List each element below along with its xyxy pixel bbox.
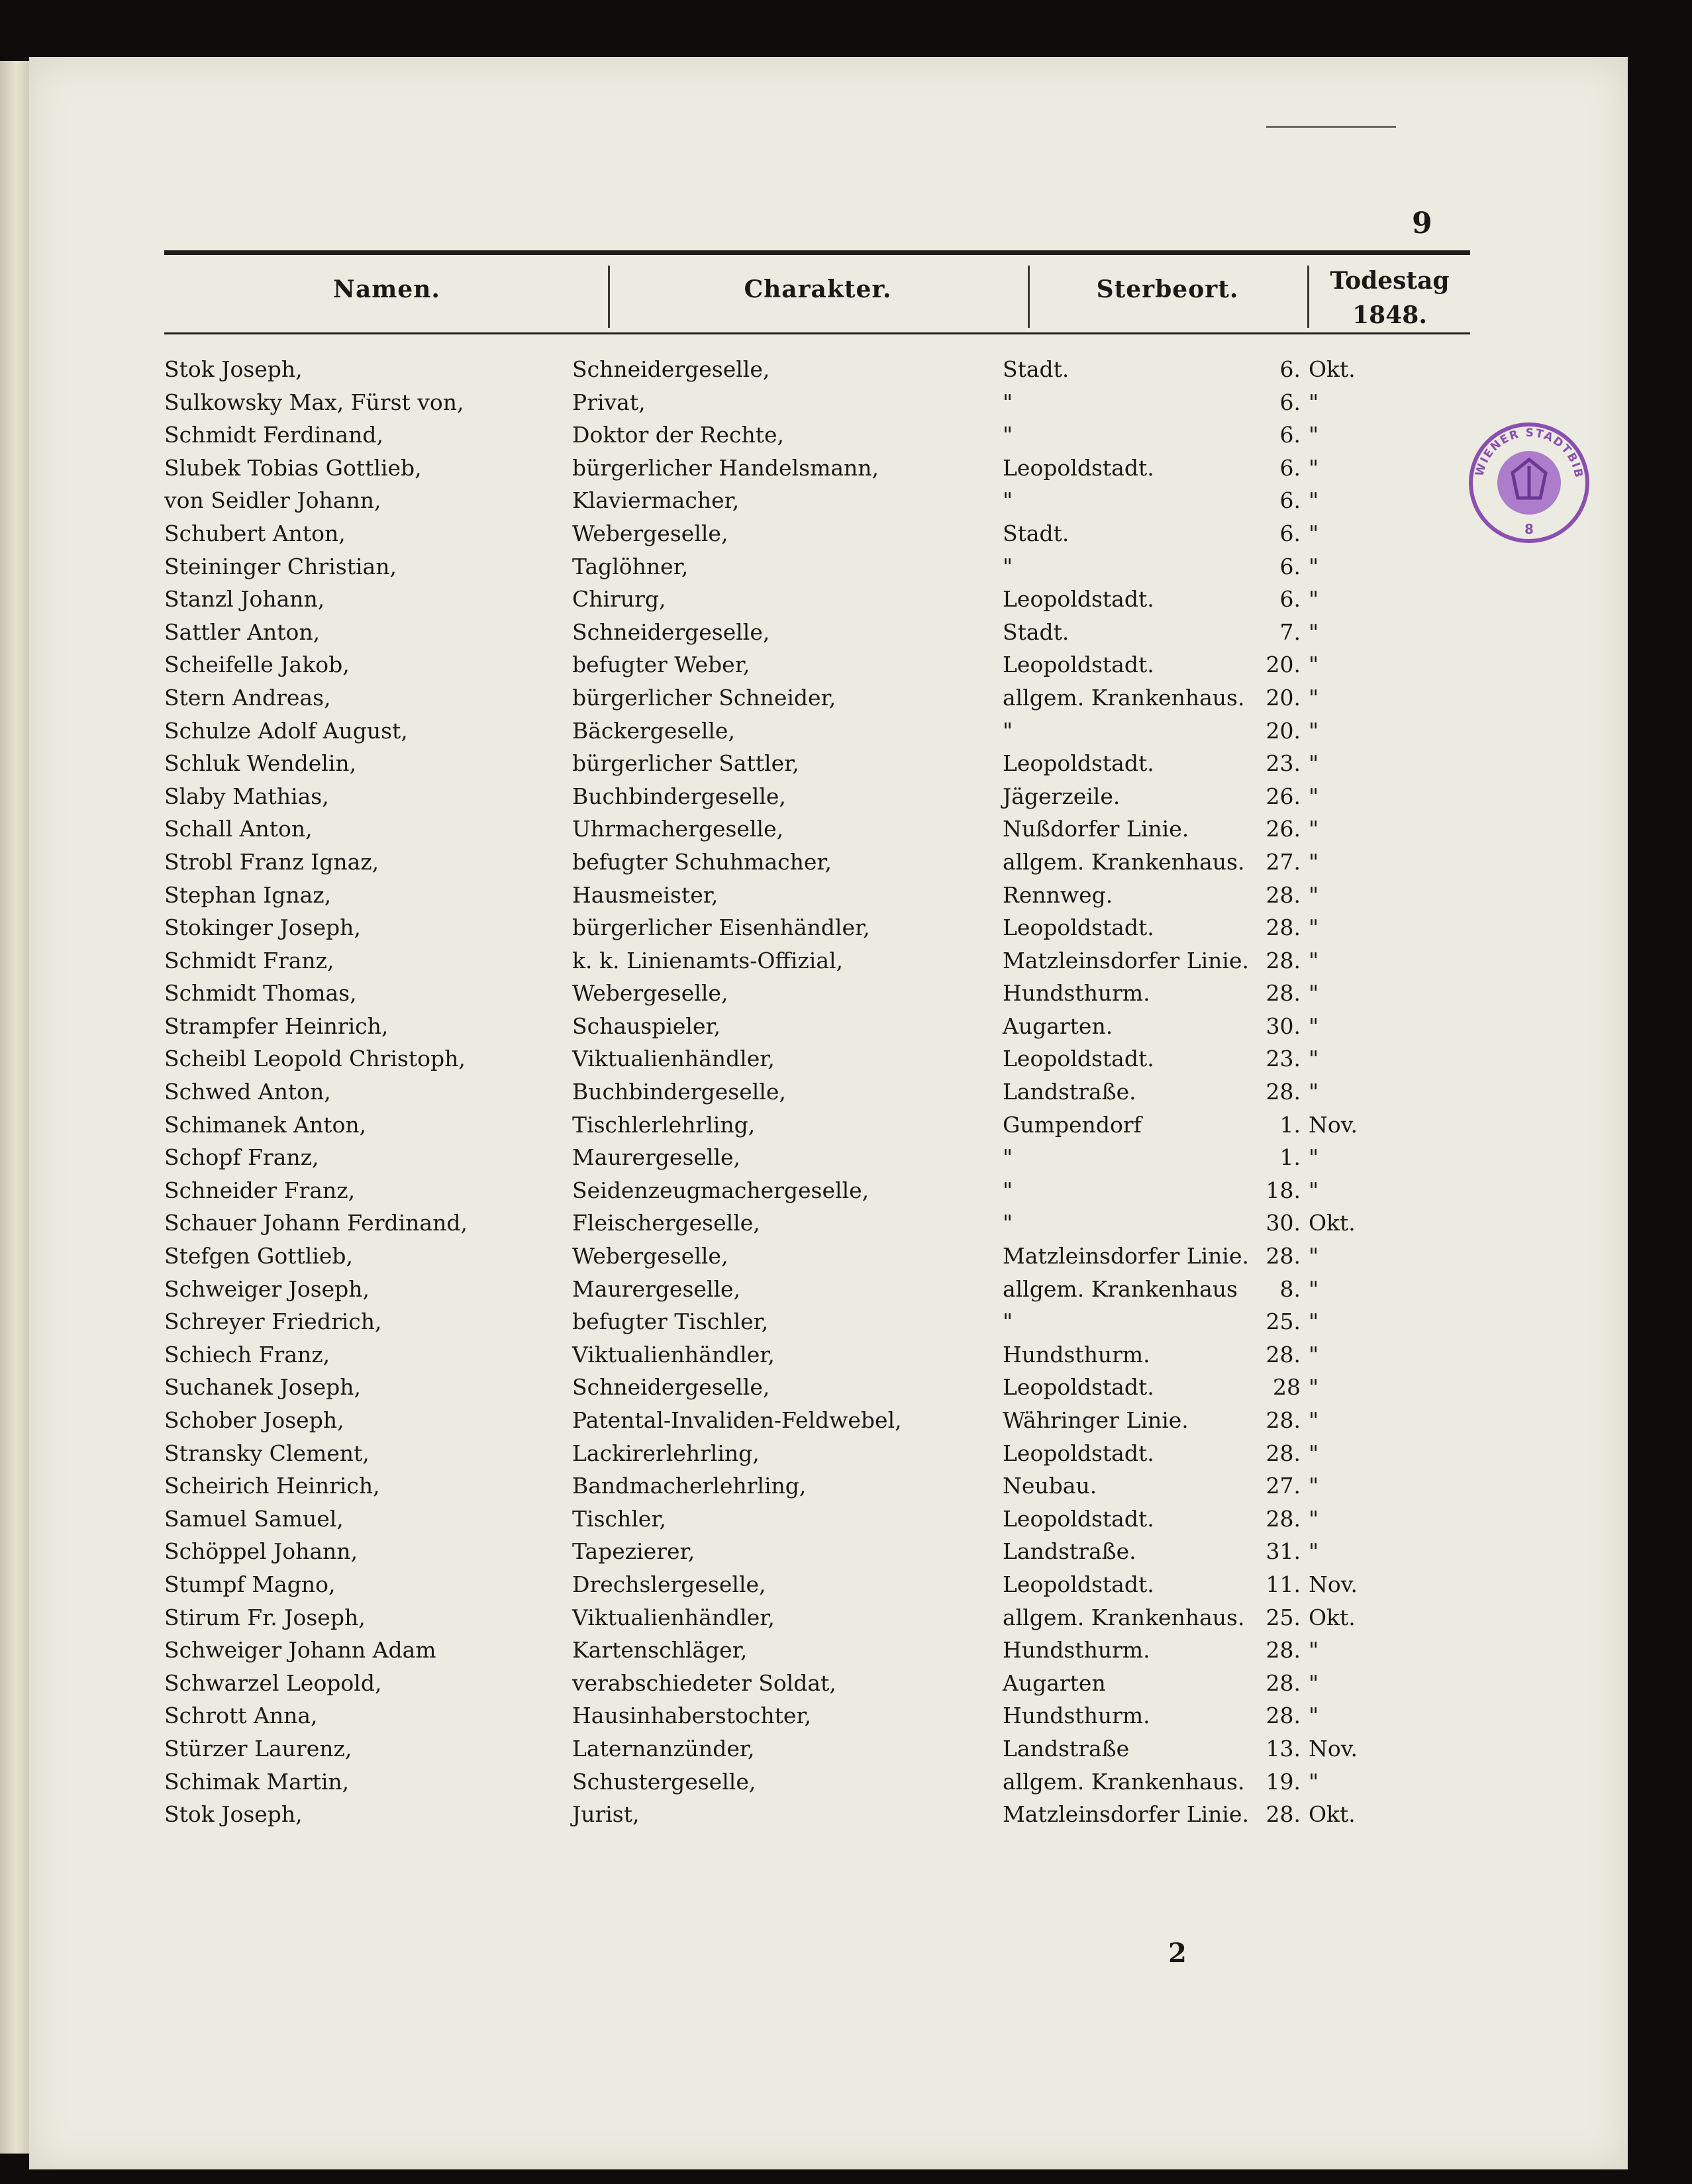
entry-name: Slaby Mathias,: [164, 783, 329, 809]
entry-death-day: 25.: [1266, 1309, 1301, 1335]
entry-character: Bäckergeselle,: [572, 717, 735, 744]
table-row: [29, 1469, 1628, 1502]
table-row: [29, 615, 1628, 648]
entry-place-of-death: Hundsthurm.: [1003, 1637, 1150, 1663]
entry-character: Schustergeselle,: [572, 1768, 756, 1795]
entry-death-day: 20.: [1266, 717, 1301, 744]
entry-name: Schmidt Ferdinand,: [164, 422, 383, 448]
entry-place-of-death: Landstraße.: [1003, 1079, 1136, 1105]
entry-name: Stumpf Magno,: [164, 1571, 336, 1597]
entry-death-day: 26.: [1266, 816, 1301, 842]
entry-name: Sulkowsky Max, Fürst von,: [164, 389, 464, 415]
table-row: [29, 1502, 1628, 1535]
table-row: [29, 1436, 1628, 1469]
entry-place-of-death: Rennweg.: [1003, 881, 1113, 908]
entry-character: Doktor der Rechte,: [572, 422, 785, 448]
entry-death-month: ": [1309, 1177, 1319, 1203]
table-row: [29, 648, 1628, 681]
entry-character: Schauspieler,: [572, 1013, 721, 1039]
entry-character: Viktualienhändler,: [572, 1604, 775, 1630]
entry-death-day: 8.: [1279, 1275, 1301, 1302]
entry-character: Hausmeister,: [572, 881, 719, 908]
entry-death-month: ": [1309, 1341, 1319, 1367]
library-stamp-icon: [1466, 420, 1592, 546]
entry-place-of-death: ": [1003, 1210, 1013, 1236]
table-row: [29, 517, 1628, 550]
table-row: [29, 845, 1628, 878]
table-row: [29, 1732, 1628, 1765]
entry-death-month: ": [1309, 1473, 1319, 1499]
entry-death-day: 28: [1273, 1374, 1301, 1401]
column-header-place: Sterbeort.: [1096, 275, 1239, 303]
table-row: [29, 1765, 1628, 1798]
entry-name: Steininger Christian,: [164, 553, 397, 579]
entry-place-of-death: ": [1003, 1177, 1013, 1203]
entry-character: Fleischergeselle,: [572, 1210, 760, 1236]
entry-place-of-death: ": [1003, 422, 1013, 448]
entry-death-day: 20.: [1266, 652, 1301, 678]
entry-death-month: ": [1309, 783, 1319, 809]
entry-place-of-death: Jägerzeile.: [1003, 783, 1120, 809]
entry-death-month: ": [1309, 947, 1319, 973]
entry-death-month: ": [1309, 1703, 1319, 1729]
entry-place-of-death: allgem. Krankenhaus.: [1003, 684, 1245, 711]
entry-character: Webergeselle,: [572, 980, 728, 1007]
table-row: [29, 385, 1628, 419]
entry-death-month: ": [1309, 1374, 1319, 1401]
table-row: [29, 1305, 1628, 1338]
entry-death-month: ": [1309, 1407, 1319, 1433]
entry-death-month: ": [1309, 1013, 1319, 1039]
entry-place-of-death: Landstraße.: [1003, 1538, 1136, 1565]
entry-character: Schneidergeselle,: [572, 356, 770, 382]
entry-death-month: Okt.: [1309, 1801, 1356, 1828]
entry-death-month: ": [1309, 1275, 1319, 1302]
entry-death-day: 7.: [1279, 619, 1301, 645]
table-row: [29, 1108, 1628, 1141]
table-row: [29, 779, 1628, 813]
entry-place-of-death: Leopoldstadt.: [1003, 915, 1154, 941]
entry-character: verabschiedeter Soldat,: [572, 1669, 836, 1696]
entry-character: Tischlerlehrling,: [572, 1111, 756, 1138]
entry-character: Webergeselle,: [572, 520, 728, 546]
entry-character: Buchbindergeselle,: [572, 783, 786, 809]
column-header-name: Namen.: [333, 275, 440, 303]
entry-death-day: 1.: [1279, 1111, 1301, 1138]
entry-place-of-death: Augarten.: [1003, 1013, 1113, 1039]
entry-character: Tapezierer,: [572, 1538, 695, 1565]
entry-place-of-death: Matzleinsdorfer Linie.: [1003, 1801, 1250, 1828]
entry-character: Viktualienhändler,: [572, 1341, 775, 1367]
entry-character: Drechslergeselle,: [572, 1571, 766, 1597]
entry-name: Schweiger Joseph,: [164, 1275, 370, 1302]
entry-death-day: 6.: [1279, 422, 1301, 448]
entry-death-day: 30.: [1266, 1013, 1301, 1039]
entry-place-of-death: ": [1003, 553, 1013, 579]
entry-death-day: 18.: [1266, 1177, 1301, 1203]
entry-place-of-death: allgem. Krankenhaus.: [1003, 1768, 1245, 1795]
entry-name: Schluk Wendelin,: [164, 750, 357, 777]
entry-death-day: 6.: [1279, 553, 1301, 579]
entry-death-day: 28.: [1266, 1407, 1301, 1433]
entry-death-month: ": [1309, 1538, 1319, 1565]
entry-death-month: ": [1309, 1440, 1319, 1466]
table-row: [29, 714, 1628, 747]
entry-death-month: ": [1309, 1768, 1319, 1795]
entry-death-day: 28.: [1266, 1341, 1301, 1367]
pencil-mark: [1266, 126, 1396, 128]
entry-death-day: 28.: [1266, 1079, 1301, 1105]
entry-death-month: ": [1309, 652, 1319, 678]
table-header-rule: [164, 332, 1470, 334]
stamp-text: WIENER STADTBIB: [1473, 426, 1585, 480]
entry-character: bürgerlicher Schneider,: [572, 684, 836, 711]
table-row: [29, 681, 1628, 714]
entry-character: Maurergeselle,: [572, 1144, 741, 1171]
entry-name: Sattler Anton,: [164, 619, 321, 645]
entry-death-day: 6.: [1279, 454, 1301, 481]
entry-death-day: 28.: [1266, 1669, 1301, 1696]
table-row: [29, 1797, 1628, 1830]
entry-character: Schneidergeselle,: [572, 619, 770, 645]
table-row: [29, 1140, 1628, 1173]
table-row: [29, 550, 1628, 583]
entry-death-month: ": [1309, 848, 1319, 875]
entry-death-day: 23.: [1266, 750, 1301, 777]
entry-place-of-death: Leopoldstadt.: [1003, 1505, 1154, 1532]
column-header-character: Charakter.: [744, 275, 892, 303]
entry-death-month: ": [1309, 1669, 1319, 1696]
entry-death-day: 28.: [1266, 1637, 1301, 1663]
entry-name: Strobl Franz Ignaz,: [164, 848, 379, 875]
table-row: [29, 582, 1628, 615]
entry-death-day: 6.: [1279, 586, 1301, 613]
entry-death-day: 27.: [1266, 848, 1301, 875]
entry-death-day: 19.: [1266, 1768, 1301, 1795]
ledger-page: [29, 57, 1628, 2169]
entry-death-month: ": [1309, 1243, 1319, 1269]
table-row: [29, 352, 1628, 385]
entry-death-day: 28.: [1266, 1243, 1301, 1269]
entry-death-month: Nov.: [1309, 1111, 1358, 1138]
entry-name: Schauer Johann Ferdinand,: [164, 1210, 468, 1236]
entry-name: Stanzl Johann,: [164, 586, 325, 613]
entry-place-of-death: Gumpendorf: [1003, 1111, 1142, 1138]
entry-place-of-death: Leopoldstadt.: [1003, 652, 1154, 678]
entry-name: Schneider Franz,: [164, 1177, 356, 1203]
entry-character: k. k. Linienamts-Offizial,: [572, 947, 844, 973]
column-header-date-year: 1848.: [1352, 301, 1427, 329]
entry-death-day: 28.: [1266, 881, 1301, 908]
entry-name: Schwarzel Leopold,: [164, 1669, 382, 1696]
entry-name: Schober Joseph,: [164, 1407, 344, 1433]
entry-name: von Seidler Johann,: [164, 487, 381, 514]
entry-name: Schubert Anton,: [164, 520, 346, 546]
signature-mark: 2: [1168, 1938, 1187, 1969]
page-number: 9: [1412, 207, 1432, 240]
entry-name: Schmidt Thomas,: [164, 980, 357, 1007]
entry-death-day: 30.: [1266, 1210, 1301, 1236]
entry-place-of-death: Leopoldstadt.: [1003, 750, 1154, 777]
table-row: [29, 1699, 1628, 1732]
entry-name: Schimanek Anton,: [164, 1111, 367, 1138]
entry-death-day: 28.: [1266, 980, 1301, 1007]
entry-name: Slubek Tobias Gottlieb,: [164, 454, 422, 481]
entry-place-of-death: Augarten: [1003, 1669, 1106, 1696]
entry-death-month: ": [1309, 750, 1319, 777]
entry-death-day: 23.: [1266, 1046, 1301, 1072]
entry-death-day: 28.: [1266, 915, 1301, 941]
entry-name: Stok Joseph,: [164, 356, 303, 382]
entry-death-day: 6.: [1279, 356, 1301, 382]
entry-character: Privat,: [572, 389, 646, 415]
entry-death-month: ": [1309, 422, 1319, 448]
entry-death-day: 28.: [1266, 1801, 1301, 1828]
entry-death-day: 6.: [1279, 487, 1301, 514]
table-row: [29, 1075, 1628, 1108]
table-row: [29, 451, 1628, 484]
entry-place-of-death: Matzleinsdorfer Linie.: [1003, 947, 1250, 973]
entry-death-month: ": [1309, 717, 1319, 744]
entry-character: Webergeselle,: [572, 1243, 728, 1269]
stamp-number: 8: [1524, 521, 1534, 537]
table-row: [29, 418, 1628, 451]
table-row: [29, 1370, 1628, 1403]
entry-place-of-death: ": [1003, 487, 1013, 514]
table-row: [29, 1239, 1628, 1272]
table-row: [29, 1206, 1628, 1239]
entry-character: Maurergeselle,: [572, 1275, 741, 1302]
entry-place-of-death: Leopoldstadt.: [1003, 1046, 1154, 1072]
entry-death-month: ": [1309, 816, 1319, 842]
entry-name: Stokinger Joseph,: [164, 915, 361, 941]
entry-death-month: Nov.: [1309, 1735, 1358, 1762]
entry-character: bürgerlicher Sattler,: [572, 750, 799, 777]
entry-place-of-death: Leopoldstadt.: [1003, 586, 1154, 613]
entry-death-day: 25.: [1266, 1604, 1301, 1630]
entry-name: Stok Joseph,: [164, 1801, 303, 1828]
entry-place-of-death: allgem. Krankenhaus: [1003, 1275, 1238, 1302]
entry-place-of-death: Hundsthurm.: [1003, 980, 1150, 1007]
entry-character: Buchbindergeselle,: [572, 1079, 786, 1105]
table-row: [29, 812, 1628, 845]
entry-character: Taglöhner,: [572, 553, 689, 579]
entry-name: Schrott Anna,: [164, 1703, 318, 1729]
entry-character: Patental-Invaliden-Feldwebel,: [572, 1407, 902, 1433]
entry-place-of-death: allgem. Krankenhaus.: [1003, 848, 1245, 875]
entry-name: Strampfer Heinrich,: [164, 1013, 389, 1039]
entry-character: Kartenschläger,: [572, 1637, 748, 1663]
table-row: [29, 976, 1628, 1009]
entry-character: bürgerlicher Eisenhändler,: [572, 915, 870, 941]
entry-death-month: ": [1309, 1144, 1319, 1171]
entry-character: Klaviermacher,: [572, 487, 740, 514]
entry-death-month: ": [1309, 1637, 1319, 1663]
entry-name: Scheirich Heinrich,: [164, 1473, 380, 1499]
entry-death-month: Nov.: [1309, 1571, 1358, 1597]
entry-death-month: ": [1309, 1079, 1319, 1105]
entry-death-month: ": [1309, 1046, 1319, 1072]
entry-name: Stirum Fr. Joseph,: [164, 1604, 366, 1630]
entry-place-of-death: Stadt.: [1003, 356, 1070, 382]
entry-character: befugter Tischler,: [572, 1309, 769, 1335]
entry-death-month: ": [1309, 915, 1319, 941]
entry-death-day: 6.: [1279, 389, 1301, 415]
entry-name: Schiech Franz,: [164, 1341, 330, 1367]
entry-character: befugter Weber,: [572, 652, 750, 678]
entry-death-month: Okt.: [1309, 1604, 1356, 1630]
column-header-date: [1309, 264, 1470, 332]
entry-death-day: 26.: [1266, 783, 1301, 809]
entry-death-day: 27.: [1266, 1473, 1301, 1499]
entry-name: Schopf Franz,: [164, 1144, 319, 1171]
entry-place-of-death: Leopoldstadt.: [1003, 1440, 1154, 1466]
entry-name: Scheibl Leopold Christoph,: [164, 1046, 466, 1072]
entry-place-of-death: Neubau.: [1003, 1473, 1097, 1499]
entry-place-of-death: Stadt.: [1003, 619, 1070, 645]
table-row: [29, 1009, 1628, 1042]
entry-place-of-death: Landstraße: [1003, 1735, 1130, 1762]
table-row: [29, 746, 1628, 779]
table-row: [29, 483, 1628, 517]
entry-death-month: Okt.: [1309, 356, 1356, 382]
entry-name: Stransky Clement,: [164, 1440, 370, 1466]
entry-death-day: 28.: [1266, 1505, 1301, 1532]
entry-name: Schulze Adolf August,: [164, 717, 408, 744]
entry-place-of-death: Leopoldstadt.: [1003, 1374, 1154, 1401]
entry-character: Jurist,: [572, 1801, 640, 1828]
entry-character: Bandmacherlehrling,: [572, 1473, 807, 1499]
entry-name: Schimak Martin,: [164, 1768, 350, 1795]
entry-death-month: ": [1309, 520, 1319, 546]
table-row: [29, 1567, 1628, 1601]
entry-place-of-death: allgem. Krankenhaus.: [1003, 1604, 1245, 1630]
entry-name: Scheifelle Jakob,: [164, 652, 350, 678]
entry-character: Uhrmachergeselle,: [572, 816, 784, 842]
entry-death-month: ": [1309, 619, 1319, 645]
entry-death-day: 28.: [1266, 1703, 1301, 1729]
entry-name: Schwed Anton,: [164, 1079, 331, 1105]
entry-character: Lackirerlehrling,: [572, 1440, 760, 1466]
table-row: [29, 878, 1628, 911]
entry-name: Schreyer Friedrich,: [164, 1309, 382, 1335]
entry-place-of-death: Leopoldstadt.: [1003, 1571, 1154, 1597]
entry-death-month: Okt.: [1309, 1210, 1356, 1236]
table-row: [29, 1534, 1628, 1567]
previous-page-edge: [0, 61, 29, 2154]
entry-character: Seidenzeugmachergeselle,: [572, 1177, 870, 1203]
table-row: [29, 1338, 1628, 1371]
table-row: [29, 1666, 1628, 1699]
entry-death-month: ": [1309, 881, 1319, 908]
entry-name: Stephan Ignaz,: [164, 881, 332, 908]
library-stamp: [1466, 420, 1592, 546]
entry-name: Schweiger Johann Adam: [164, 1637, 436, 1663]
entry-death-day: 1.: [1279, 1144, 1301, 1171]
entry-place-of-death: Nußdorfer Linie.: [1003, 816, 1189, 842]
entry-character: Viktualienhändler,: [572, 1046, 775, 1072]
entry-place-of-death: Währinger Linie.: [1003, 1407, 1189, 1433]
table-row: [29, 1633, 1628, 1666]
entry-name: Schöppel Johann,: [164, 1538, 358, 1565]
entry-death-day: 13.: [1266, 1735, 1301, 1762]
entry-place-of-death: ": [1003, 1309, 1013, 1335]
entry-death-month: ": [1309, 980, 1319, 1007]
entry-place-of-death: Hundsthurm.: [1003, 1341, 1150, 1367]
entry-character: Tischler,: [572, 1505, 666, 1532]
entry-death-month: ": [1309, 586, 1319, 613]
entry-death-month: ": [1309, 1505, 1319, 1532]
entry-place-of-death: ": [1003, 717, 1013, 744]
entry-death-month: ": [1309, 389, 1319, 415]
table-row: [29, 1403, 1628, 1436]
entry-death-month: ": [1309, 454, 1319, 481]
entry-place-of-death: ": [1003, 389, 1013, 415]
entry-name: Suchanek Joseph,: [164, 1374, 361, 1401]
entry-character: befugter Schuhmacher,: [572, 848, 832, 875]
death-register-table: [29, 352, 1628, 1830]
entry-name: Schall Anton,: [164, 816, 313, 842]
table-top-rule: [164, 250, 1470, 255]
table-row: [29, 1601, 1628, 1634]
entry-place-of-death: Stadt.: [1003, 520, 1070, 546]
entry-death-day: 20.: [1266, 684, 1301, 711]
entry-death-month: ": [1309, 684, 1319, 711]
table-row: [29, 1272, 1628, 1305]
entry-place-of-death: ": [1003, 1144, 1013, 1171]
entry-death-day: 11.: [1266, 1571, 1301, 1597]
entry-name: Stürzer Laurenz,: [164, 1735, 352, 1762]
table-row: [29, 1042, 1628, 1075]
entry-character: Laternanzünder,: [572, 1735, 755, 1762]
entry-death-day: 31.: [1266, 1538, 1301, 1565]
entry-death-day: 28.: [1266, 947, 1301, 973]
entry-death-day: 28.: [1266, 1440, 1301, 1466]
entry-name: Stern Andreas,: [164, 684, 331, 711]
entry-character: Schneidergeselle,: [572, 1374, 770, 1401]
table-row: [29, 944, 1628, 977]
entry-place-of-death: Hundsthurm.: [1003, 1703, 1150, 1729]
entry-death-month: ": [1309, 553, 1319, 579]
entry-death-month: ": [1309, 487, 1319, 514]
entry-name: Schmidt Franz,: [164, 947, 334, 973]
entry-character: bürgerlicher Handelsmann,: [572, 454, 879, 481]
entry-name: Samuel Samuel,: [164, 1505, 344, 1532]
entry-character: Hausinhaberstochter,: [572, 1703, 812, 1729]
table-row: [29, 1173, 1628, 1207]
entry-character: Chirurg,: [572, 586, 666, 613]
column-header-date-line1: Todestag: [1330, 267, 1450, 295]
entry-name: Stefgen Gottlieb,: [164, 1243, 354, 1269]
table-row: [29, 911, 1628, 944]
entry-place-of-death: Leopoldstadt.: [1003, 454, 1154, 481]
entry-place-of-death: Matzleinsdorfer Linie.: [1003, 1243, 1250, 1269]
entry-death-day: 6.: [1279, 520, 1301, 546]
entry-death-month: ": [1309, 1309, 1319, 1335]
